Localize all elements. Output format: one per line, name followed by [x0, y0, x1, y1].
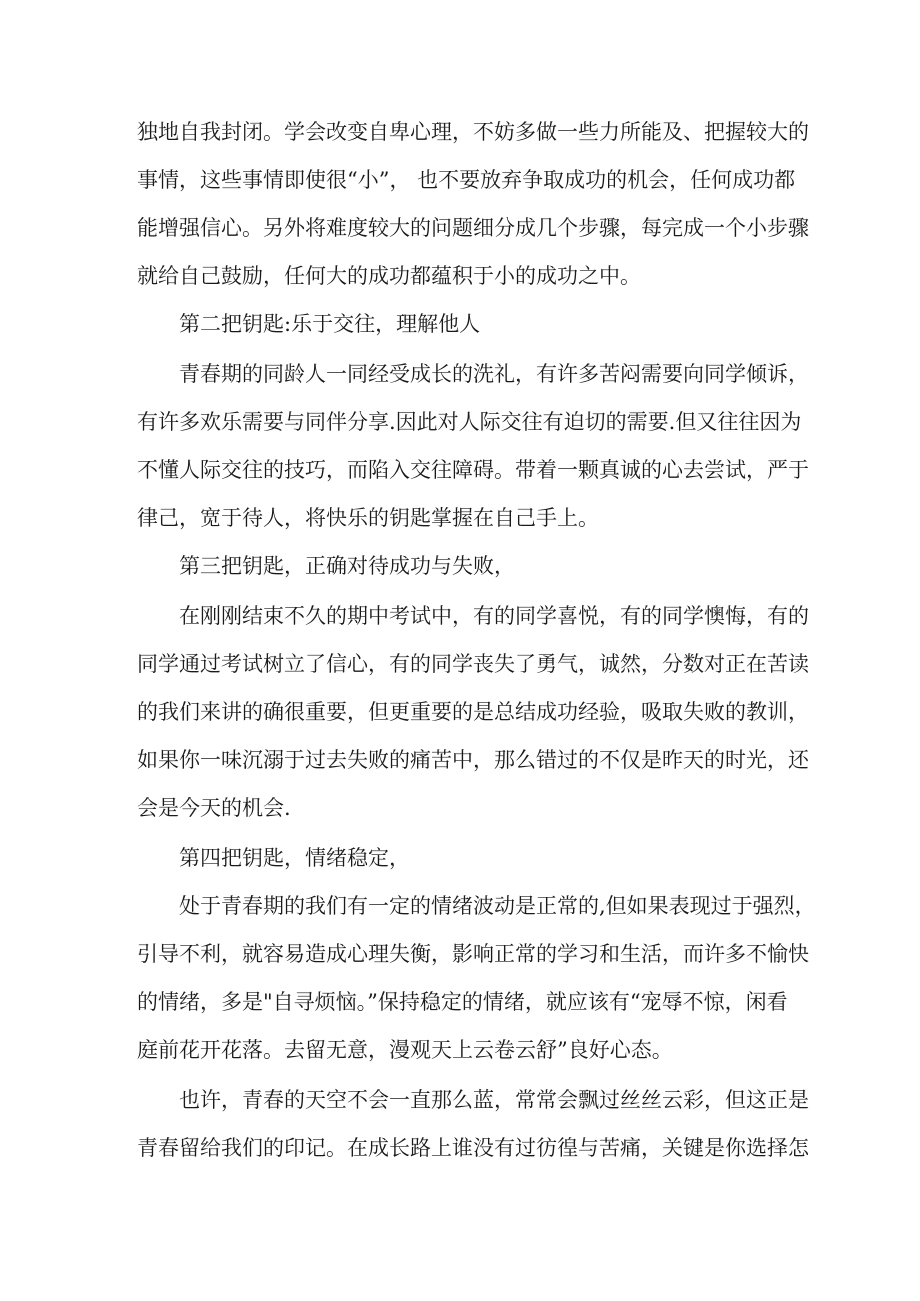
text-line: 如果你一味沉溺于过去失败的痛苦中，那么错过的不仅是昨天的时光，还	[137, 748, 809, 772]
text-line: 不懂人际交往的技巧，而陷入交往障碍。带着一颗真诚的心去尝试，严于	[137, 458, 809, 482]
text-line: 在刚刚结束不久的期中考试中，有的同学喜悦，有的同学懊悔，有的	[179, 604, 809, 628]
text-line: 同学通过考试树立了信心，有的同学丧失了勇气，诚然，分数对正在苦读	[137, 652, 809, 676]
text-line: 律己，宽于待人，将快乐的钥匙掌握在自己手上。	[137, 506, 599, 530]
text-line: 事情，这些事情即使很“小”， 也不要放弃争取成功的机会，任何成功都	[137, 168, 796, 192]
section-heading-key-4: 第四把钥匙，情绪稳定，	[179, 846, 410, 870]
text-line: 的情绪，多是"自寻烦恼。”保持稳定的情绪，就应该有“宠辱不惊，闲看	[137, 990, 788, 1014]
text-line: 独地自我封闭。学会改变自卑心理，不妨多做一些力所能及、把握较大的	[137, 120, 809, 144]
text-line: 庭前花开花落。去留无意，漫观天上云卷云舒”良好心态。	[137, 1038, 673, 1062]
text-line: 有许多欢乐需要与同伴分享.因此对人际交往有迫切的需要.但又往往因为	[137, 410, 802, 434]
text-line: 引导不利，就容易造成心理失衡，影响正常的学习和生活，而许多不愉快	[137, 942, 809, 966]
text-line: 就给自己鼓励，任何大的成功都蕴积于小的成功之中。	[137, 264, 641, 288]
text-line: 能增强信心。另外将难度较大的问题细分成几个步骤，每完成一个小步骤	[137, 216, 809, 240]
text-line: 会是今天的机会.	[137, 796, 291, 820]
section-heading-key-2: 第二把钥匙:乐于交往，理解他人	[179, 312, 481, 336]
text-line: 的我们来讲的确很重要，但更重要的是总结成功经验，吸取失败的教训，	[137, 700, 809, 724]
text-line: 青春留给我们的印记。在成长路上谁没有过彷徨与苦痛，关键是你选择怎	[137, 1136, 809, 1160]
text-line: 青春期的同龄人一同经受成长的洗礼，有许多苦闷需要向同学倾诉，	[179, 362, 809, 386]
text-line: 也许，青春的天空不会一直那么蓝，常常会飘过丝丝云彩，但这正是	[179, 1088, 809, 1112]
section-heading-key-3: 第三把钥匙，正确对待成功与失败，	[179, 554, 515, 578]
text-line: 处于青春期的我们有一定的情绪波动是正常的,但如果表现过于强烈，	[179, 894, 816, 918]
